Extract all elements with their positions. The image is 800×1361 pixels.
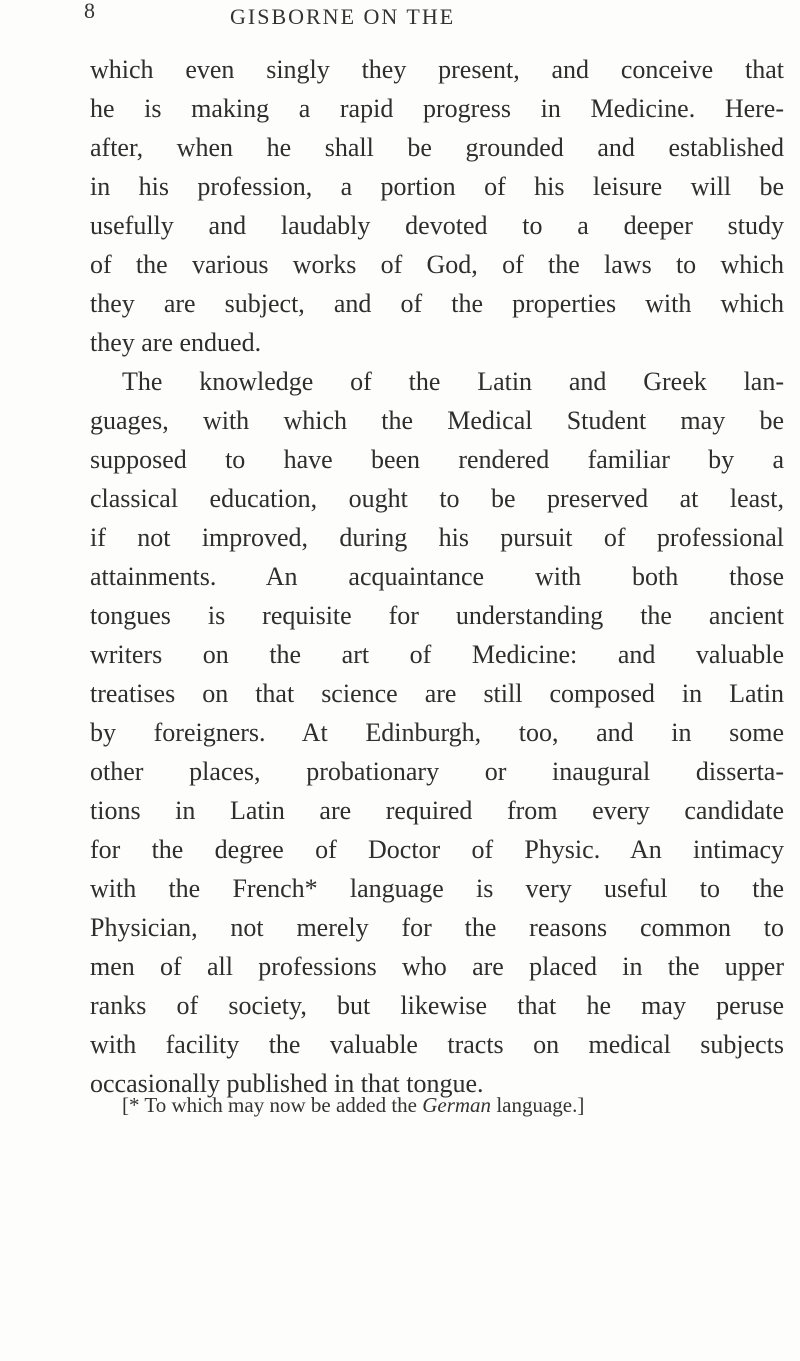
text-line: usefully and laudably devoted to a deeper study [90, 211, 784, 240]
text-line: of the various works of God, of the laws to which [90, 250, 784, 279]
text-line: he is making a rapid progress in Medicine. Here- [90, 94, 784, 123]
running-head: GISBORNE ON THE [230, 4, 456, 29]
text-line: treatises on that science are still composed in Latin [90, 679, 784, 708]
text-line: with the French* language is very useful to the [90, 874, 784, 903]
text-line: which even singly they present, and conceive that [90, 55, 784, 84]
text-line: they are subject, and of the properties with which [90, 289, 784, 318]
text-line: Physician, not merely for the reasons common to [90, 913, 784, 942]
text-line: tongues is requisite for understanding the ancient [90, 601, 784, 630]
text-line: with facility the valuable tracts on medical subjects [90, 1030, 784, 1059]
body-text [90, 50, 784, 1103]
footnote [122, 1090, 584, 1120]
footnote-prefix: [* To which may now be added the [122, 1093, 423, 1117]
text-line: men of all professions who are placed in the upper [90, 952, 784, 981]
text-line: ranks of society, but likewise that he may peruse [90, 991, 784, 1020]
footnote-emphasis: German [422, 1093, 492, 1117]
text-line: if not improved, during his pursuit of professional [90, 523, 784, 552]
text-line: classical education, ought to be preserved at least, [90, 484, 784, 513]
text-line: The knowledge of the Latin and Greek lan- [122, 367, 784, 396]
text-line: by foreigners. At Edinburgh, too, and in some [90, 718, 784, 747]
text-line: tions in Latin are required from every candidate [90, 796, 784, 825]
text-line: occasionally published in that tongue. [90, 1069, 484, 1098]
text-line: they are endued. [90, 328, 262, 357]
text-line: other places, probationary or inaugural disserta- [90, 757, 784, 786]
text-line: supposed to have been rendered familiar by a [90, 445, 784, 474]
text-line: attainments. An acquaintance with both those [90, 562, 784, 591]
text-line: guages, with which the Medical Student may be [90, 406, 784, 435]
text-line: in his profession, a portion of his leisure will be [90, 172, 784, 201]
text-line: for the degree of Doctor of Physic. An intimacy [90, 835, 784, 864]
footnote-suffix: language.] [491, 1093, 585, 1117]
text-line: after, when he shall be grounded and established [90, 133, 784, 162]
page-number: 8 [84, 0, 95, 23]
text-line: writers on the art of Medicine: and valuable [90, 640, 784, 669]
